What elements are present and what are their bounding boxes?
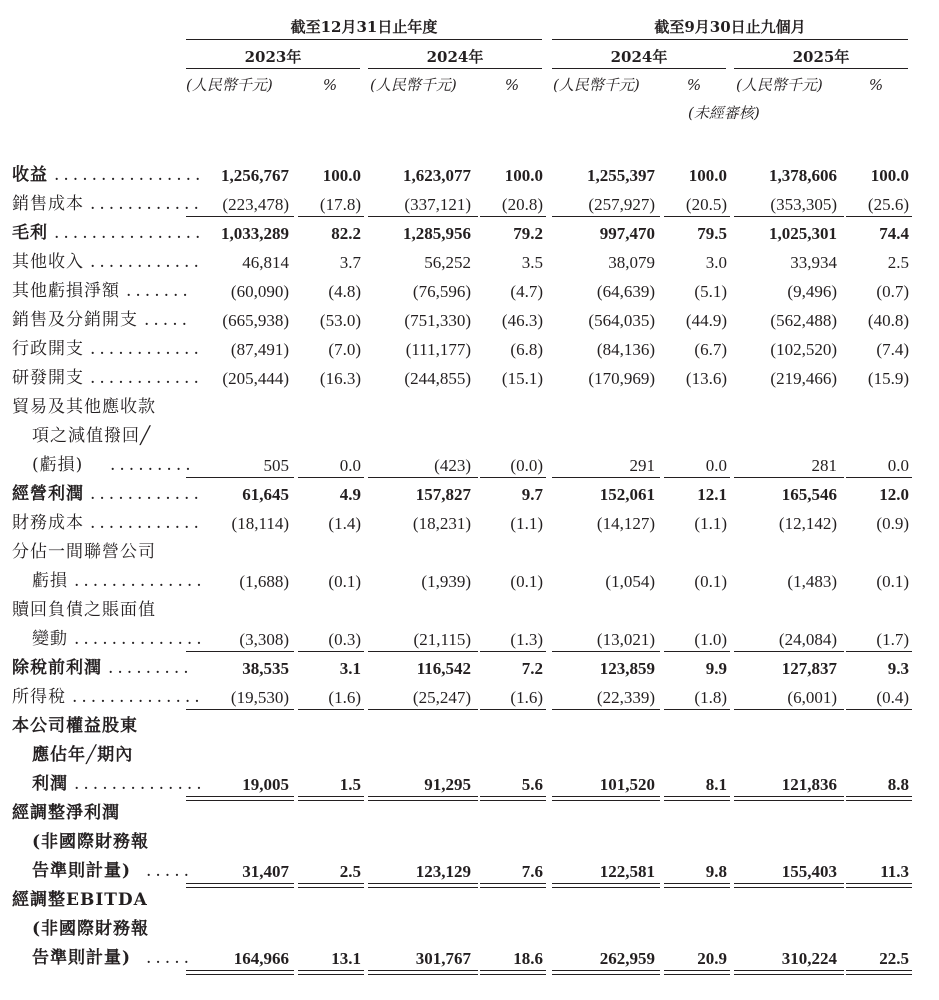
value-cell: (423) (434, 456, 471, 475)
value-cell: (564,035) (588, 311, 655, 330)
leader-dots: ............ (90, 484, 203, 504)
underline-rule (298, 796, 364, 797)
value-cell: (1.1) (510, 514, 543, 533)
leader-dots: .............. (74, 774, 206, 794)
value-cell: (18,114) (231, 514, 289, 533)
value-cell: (102,520) (770, 340, 837, 359)
value-cell: (7.4) (876, 340, 909, 359)
value-cell: 20.9 (697, 949, 727, 968)
underline-rule (480, 970, 546, 971)
unit-label: (人民幣千元) (553, 76, 640, 94)
value-cell: 7.2 (521, 659, 543, 678)
underline-rule (734, 970, 844, 971)
value-cell: 3.5 (521, 253, 543, 272)
underline-rule (480, 709, 546, 710)
underline-rule (664, 887, 730, 888)
leader-dots: ..... (146, 948, 194, 968)
underline-rule (298, 887, 364, 888)
value-cell: 291 (629, 456, 655, 475)
value-cell: 82.2 (331, 224, 361, 243)
leader-dots: ..... (144, 310, 192, 330)
row-label: 銷售成本 (12, 194, 84, 214)
row-label: 應佔年╱期內 (32, 745, 134, 765)
value-cell: 31,407 (242, 862, 289, 881)
underline-rule (846, 216, 912, 217)
value-cell: (4.7) (510, 282, 543, 301)
value-cell: 9.3 (887, 659, 909, 678)
value-cell: 9.7 (521, 485, 543, 504)
value-cell: 4.9 (339, 485, 361, 504)
value-cell: 123,129 (415, 862, 471, 881)
underline-rule (846, 477, 912, 478)
value-cell: 262,959 (599, 949, 655, 968)
value-cell: (257,927) (588, 195, 655, 214)
row-label: 本公司權益股東 (12, 716, 138, 736)
unit-label: (人民幣千元) (186, 76, 273, 94)
value-cell: 1,025,301 (769, 224, 837, 243)
underline-rule (734, 800, 844, 801)
leader-dots: ............ (90, 368, 203, 388)
value-cell: (15.9) (867, 369, 909, 388)
leader-dots: ..... (146, 861, 194, 881)
value-cell: 91,295 (424, 775, 471, 794)
underline-rule (186, 709, 294, 710)
row-label: 除稅前利潤 (12, 658, 102, 678)
underline-rule (186, 796, 294, 797)
underline-rule (480, 887, 546, 888)
value-cell: (170,969) (588, 369, 655, 388)
leader-dots: ......... (110, 455, 195, 475)
value-cell: 281 (811, 456, 837, 475)
value-cell: (3,308) (239, 630, 289, 649)
value-cell: (0.1) (876, 572, 909, 591)
underline-rule (552, 800, 660, 801)
underline-rule (298, 974, 364, 975)
value-cell: 2.5 (339, 862, 361, 881)
underline-rule (186, 883, 294, 884)
year-rule-2023 (186, 68, 360, 69)
row-label: 告準則計量) (32, 861, 132, 881)
value-cell: 1,033,289 (221, 224, 289, 243)
year-rule-2025 (734, 68, 908, 69)
value-cell: (1,688) (239, 572, 289, 591)
underline-rule (552, 974, 660, 975)
underline-rule (552, 970, 660, 971)
underline-rule (664, 709, 730, 710)
value-cell: (111,177) (405, 340, 471, 359)
value-cell: (1,483) (787, 572, 837, 591)
value-cell: 155,403 (781, 862, 837, 881)
underline-rule (186, 970, 294, 971)
value-cell: (76,596) (412, 282, 471, 301)
year-header-2024-full: 2024年 (426, 48, 484, 66)
value-cell: 13.1 (331, 949, 361, 968)
row-label: (非國際財務報 (32, 832, 150, 852)
value-cell: (219,466) (770, 369, 837, 388)
underline-rule (664, 796, 730, 797)
value-cell: (12,142) (778, 514, 837, 533)
value-cell: (4.8) (328, 282, 361, 301)
underline-rule (480, 477, 546, 478)
leader-dots: .............. (74, 571, 206, 591)
value-cell: (22,339) (596, 688, 655, 707)
underline-rule (734, 883, 844, 884)
value-cell: (5.1) (694, 282, 727, 301)
underline-rule (186, 800, 294, 801)
value-cell: (1.3) (510, 630, 543, 649)
value-cell: 122,581 (599, 862, 655, 881)
row-label: 分佔一間聯營公司 (12, 542, 156, 562)
value-cell: (17.8) (319, 195, 361, 214)
underline-rule (734, 651, 844, 652)
value-cell: 121,836 (781, 775, 837, 794)
underline-rule (298, 709, 364, 710)
period-group-nine-months: 截至9月30日止九個月 (654, 18, 806, 36)
value-cell: 1,623,077 (403, 166, 471, 185)
value-cell: 2.5 (887, 253, 909, 272)
value-cell: 7.6 (521, 862, 543, 881)
value-cell: 0.0 (339, 456, 361, 475)
value-cell: 5.6 (521, 775, 543, 794)
value-cell: 3.0 (705, 253, 727, 272)
value-cell: (0.9) (876, 514, 909, 533)
underline-rule (368, 883, 478, 884)
value-cell: (0.1) (328, 572, 361, 591)
group-rule-nine-months (552, 39, 908, 40)
leader-dots: ............ (90, 339, 203, 359)
value-cell: 1.5 (339, 775, 361, 794)
value-cell: (6.7) (694, 340, 727, 359)
value-cell: 301,767 (415, 949, 471, 968)
value-cell: 22.5 (879, 949, 909, 968)
underline-rule (368, 970, 478, 971)
underline-rule (846, 970, 912, 971)
underline-rule (846, 709, 912, 710)
underline-rule (480, 796, 546, 797)
leader-dots: .............. (74, 629, 206, 649)
value-cell: 1,256,767 (221, 166, 289, 185)
value-cell: 3.1 (339, 659, 361, 678)
pct-label: % (504, 76, 520, 94)
year-rule-2024-nine (552, 68, 726, 69)
value-cell: 164,966 (233, 949, 289, 968)
value-cell: (1,939) (421, 572, 471, 591)
underline-rule (186, 216, 294, 217)
row-label: 毛利 (12, 223, 48, 243)
row-label: 行政開支 (12, 339, 84, 359)
underline-rule (664, 974, 730, 975)
pct-label: % (322, 76, 338, 94)
row-label: 所得稅 (12, 687, 66, 707)
underline-rule (298, 477, 364, 478)
leader-dots: ................ (54, 165, 205, 185)
value-cell: (1.7) (876, 630, 909, 649)
underline-rule (186, 651, 294, 652)
underline-rule (734, 796, 844, 797)
underline-rule (186, 887, 294, 888)
underline-rule (664, 477, 730, 478)
value-cell: 9.8 (705, 862, 727, 881)
year-header-2025: 2025年 (792, 48, 850, 66)
value-cell: (1.8) (694, 688, 727, 707)
value-cell: (9,496) (787, 282, 837, 301)
value-cell: (1.1) (694, 514, 727, 533)
value-cell: (0.4) (876, 688, 909, 707)
unit-label: (人民幣千元) (370, 76, 457, 94)
value-cell: (25.6) (867, 195, 909, 214)
underline-rule (664, 651, 730, 652)
unit-label: (人民幣千元) (736, 76, 823, 94)
underline-rule (552, 651, 660, 652)
underline-rule (552, 883, 660, 884)
value-cell: (1.6) (510, 688, 543, 707)
value-cell: (24,084) (778, 630, 837, 649)
row-label: 其他收入 (12, 252, 84, 272)
value-cell: 8.1 (705, 775, 727, 794)
value-cell: 100.0 (870, 166, 909, 185)
value-cell: 79.5 (697, 224, 727, 243)
underline-rule (298, 651, 364, 652)
value-cell: (1,054) (605, 572, 655, 591)
value-cell: 38,079 (608, 253, 655, 272)
underline-rule (186, 477, 294, 478)
value-cell: (20.5) (685, 195, 727, 214)
underline-rule (846, 887, 912, 888)
underline-rule (664, 800, 730, 801)
value-cell: (19,530) (230, 688, 289, 707)
underline-rule (734, 974, 844, 975)
row-label: 財務成本 (12, 513, 84, 533)
group-rule-full-year (186, 39, 542, 40)
value-cell: (205,444) (222, 369, 289, 388)
underline-rule (368, 709, 478, 710)
value-cell: (15.1) (501, 369, 543, 388)
value-cell: 12.1 (697, 485, 727, 504)
underline-rule (552, 216, 660, 217)
underline-rule (480, 216, 546, 217)
pct-label: % (868, 76, 884, 94)
underline-rule (734, 477, 844, 478)
value-cell: (0.1) (510, 572, 543, 591)
value-cell: (21,115) (413, 630, 471, 649)
value-cell: 38,535 (242, 659, 289, 678)
value-cell: 1,255,397 (587, 166, 655, 185)
row-label: 其他虧損淨額 (12, 281, 120, 301)
value-cell: 56,252 (424, 253, 471, 272)
value-cell: (44.9) (685, 311, 727, 330)
value-cell: (1.6) (328, 688, 361, 707)
value-cell: (14,127) (596, 514, 655, 533)
value-cell: (46.3) (501, 311, 543, 330)
value-cell: 33,934 (790, 253, 837, 272)
value-cell: 0.0 (705, 456, 727, 475)
underline-rule (552, 796, 660, 797)
value-cell: 152,061 (599, 485, 655, 504)
period-group-full-year: 截至12月31日止年度 (290, 18, 438, 36)
value-cell: 157,827 (415, 485, 471, 504)
underline-rule (368, 477, 478, 478)
leader-dots: ....... (126, 281, 192, 301)
value-cell: 9.9 (705, 659, 727, 678)
value-cell: (25,247) (412, 688, 471, 707)
value-cell: 101,520 (599, 775, 655, 794)
row-label: 經營利潤 (12, 484, 84, 504)
row-label: 虧損 (32, 571, 68, 591)
value-cell: (353,305) (770, 195, 837, 214)
value-cell: (20.8) (501, 195, 543, 214)
underline-rule (368, 887, 478, 888)
row-label: 贖回負債之賬面值 (12, 600, 156, 620)
leader-dots: ............ (90, 194, 203, 214)
underline-rule (186, 974, 294, 975)
value-cell: (87,491) (230, 340, 289, 359)
value-cell: 100.0 (688, 166, 727, 185)
value-cell: (244,855) (404, 369, 471, 388)
underline-rule (368, 796, 478, 797)
underline-rule (298, 216, 364, 217)
value-cell: 310,224 (781, 949, 837, 968)
year-rule-2024-full (368, 68, 542, 69)
value-cell: 165,546 (781, 485, 837, 504)
row-label: 經調整淨利潤 (12, 803, 120, 823)
year-header-2023: 2023年 (244, 48, 302, 66)
row-label: 項之減值撥回╱ (32, 426, 152, 446)
value-cell: 123,859 (599, 659, 655, 678)
value-cell: (16.3) (319, 369, 361, 388)
unaudited-note: (未經審核) (688, 104, 760, 122)
value-cell: (6,001) (787, 688, 837, 707)
underline-rule (552, 709, 660, 710)
value-cell: 0.0 (887, 456, 909, 475)
value-cell: 61,645 (242, 485, 289, 504)
underline-rule (480, 883, 546, 884)
value-cell: (0.1) (694, 572, 727, 591)
row-label: 告準則計量) (32, 948, 132, 968)
leader-dots: ......... (108, 658, 193, 678)
underline-rule (664, 216, 730, 217)
underline-rule (480, 800, 546, 801)
leader-dots: .............. (72, 687, 204, 707)
row-label: 貿易及其他應收款 (12, 397, 156, 417)
value-cell: (64,639) (596, 282, 655, 301)
value-cell: (60,090) (230, 282, 289, 301)
row-label: 研發開支 (12, 368, 84, 388)
value-cell: (0.0) (510, 456, 543, 475)
value-cell: 1,285,956 (403, 224, 471, 243)
underline-rule (368, 974, 478, 975)
value-cell: (1.0) (694, 630, 727, 649)
underline-rule (298, 883, 364, 884)
row-label: (虧損) (32, 455, 84, 475)
value-cell: 18.6 (513, 949, 543, 968)
row-label: 銷售及分銷開支 (12, 310, 138, 330)
underline-rule (552, 887, 660, 888)
underline-rule (846, 796, 912, 797)
underline-rule (846, 974, 912, 975)
row-label: 變動 (32, 629, 68, 649)
underline-rule (480, 974, 546, 975)
underline-rule (846, 883, 912, 884)
leader-dots: ............ (90, 513, 203, 533)
value-cell: (13,021) (596, 630, 655, 649)
value-cell: 3.7 (339, 253, 361, 272)
value-cell: 100.0 (504, 166, 543, 185)
underline-rule (734, 887, 844, 888)
value-cell: (7.0) (328, 340, 361, 359)
underline-rule (734, 216, 844, 217)
value-cell: 19,005 (242, 775, 289, 794)
value-cell: (6.8) (510, 340, 543, 359)
value-cell: 100.0 (322, 166, 361, 185)
leader-dots: ................ (54, 223, 205, 243)
value-cell: (562,488) (770, 311, 837, 330)
value-cell: 74.4 (879, 224, 909, 243)
value-cell: 505 (263, 456, 289, 475)
value-cell: (84,136) (596, 340, 655, 359)
value-cell: (13.6) (685, 369, 727, 388)
value-cell: (40.8) (867, 311, 909, 330)
value-cell: (18,231) (412, 514, 471, 533)
value-cell: 116,542 (416, 659, 471, 678)
underline-rule (552, 477, 660, 478)
underline-rule (734, 709, 844, 710)
underline-rule (368, 651, 478, 652)
value-cell: 1,378,606 (769, 166, 837, 185)
row-label: (非國際財務報 (32, 919, 150, 939)
underline-rule (298, 970, 364, 971)
underline-rule (846, 651, 912, 652)
row-label: 收益 (12, 165, 48, 185)
value-cell: 127,837 (781, 659, 837, 678)
value-cell: (53.0) (319, 311, 361, 330)
leader-dots: ............ (90, 252, 203, 272)
value-cell: 8.8 (887, 775, 909, 794)
row-label: 利潤 (32, 774, 68, 794)
pct-label: % (686, 76, 702, 94)
value-cell: 79.2 (513, 224, 543, 243)
underline-rule (664, 970, 730, 971)
value-cell: 997,470 (599, 224, 655, 243)
underline-rule (664, 883, 730, 884)
underline-rule (480, 651, 546, 652)
value-cell: (751,330) (404, 311, 471, 330)
value-cell: 46,814 (242, 253, 289, 272)
value-cell: (0.3) (328, 630, 361, 649)
value-cell: (337,121) (404, 195, 471, 214)
value-cell: 12.0 (879, 485, 909, 504)
value-cell: (1.4) (328, 514, 361, 533)
value-cell: (223,478) (222, 195, 289, 214)
value-cell: 11.3 (880, 862, 909, 881)
value-cell: (665,938) (222, 311, 289, 330)
row-label: 經調整EBITDA (12, 890, 148, 910)
underline-rule (368, 216, 478, 217)
underline-rule (368, 800, 478, 801)
value-cell: (0.7) (876, 282, 909, 301)
year-header-2024-nine: 2024年 (610, 48, 668, 66)
underline-rule (846, 800, 912, 801)
underline-rule (298, 800, 364, 801)
